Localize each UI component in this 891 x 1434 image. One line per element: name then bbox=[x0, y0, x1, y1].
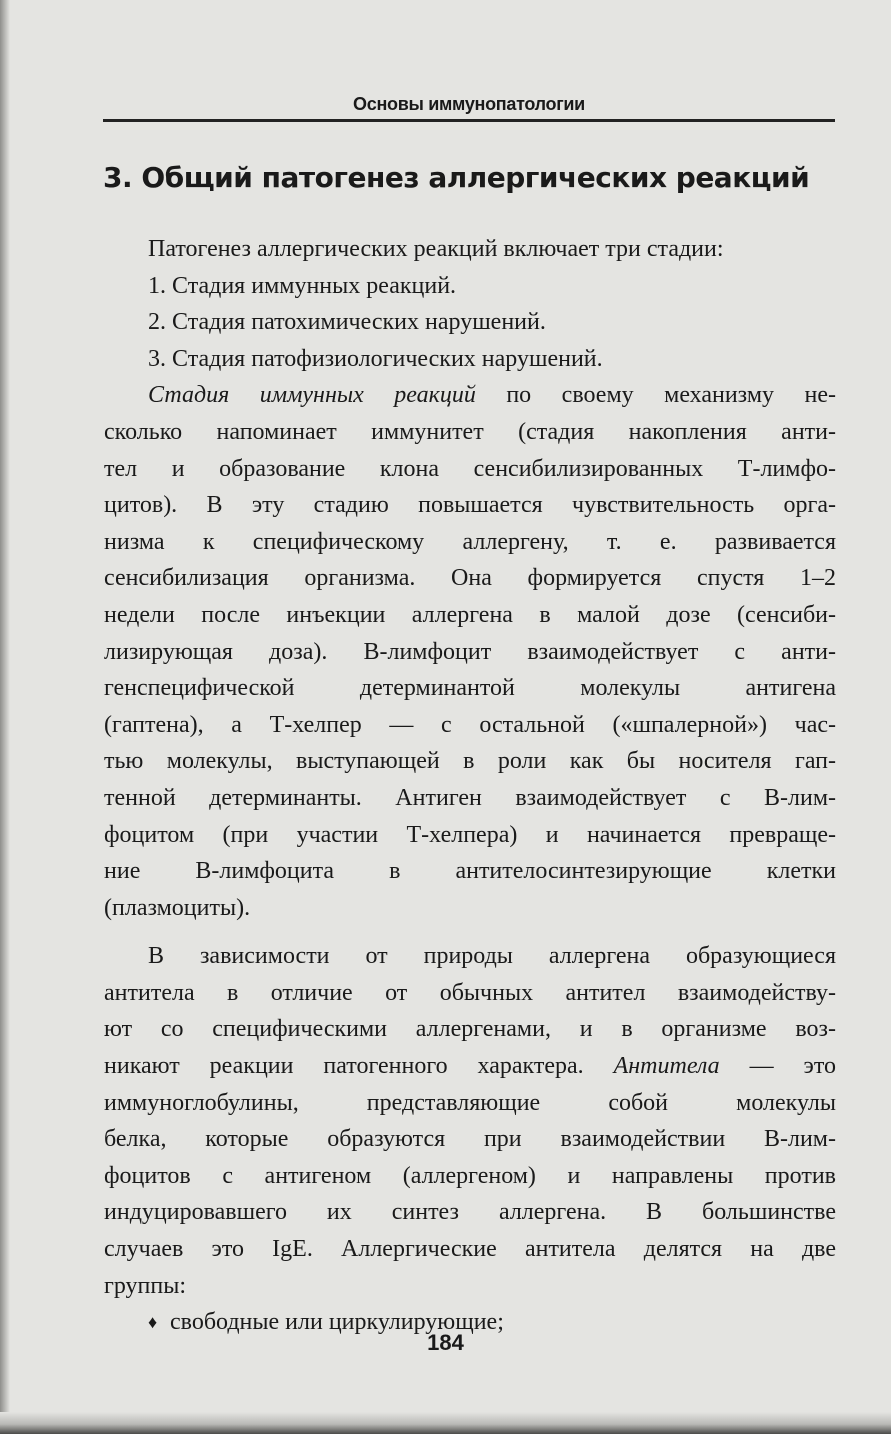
paragraph-line: сенсибилизация организма. Она формируется спустя 1–2 bbox=[104, 565, 836, 592]
paragraph-line: антитела в отличие от обычных антител взаимодейству- bbox=[104, 979, 836, 1006]
paragraph-line: лизирующая доза). В-лимфоцит взаимодействует с анти- bbox=[104, 638, 836, 665]
chapter-title: 3. Общий патогенез аллергических реакций bbox=[103, 161, 810, 194]
paragraph-line: фоцитов с антигеном (аллергеном) и направлены против bbox=[104, 1162, 836, 1189]
paragraph-line: тью молекулы, выступающей в роли как бы носителя гап- bbox=[104, 748, 836, 775]
paragraph-line: ют со специфическими аллергенами, и в организме воз- bbox=[104, 1016, 836, 1043]
page-edge-shadow-bottom bbox=[0, 1412, 891, 1434]
diamond-bullet-icon: ♦ bbox=[148, 1312, 158, 1333]
stage-item: 3. Стадия патофизиологических нарушений. bbox=[148, 345, 603, 372]
paragraph-line: сколько напоминает иммунитет (стадия накопления анти- bbox=[104, 418, 836, 445]
paragraph-line: ние В-лимфоцита в антителосинтезирующие клетки bbox=[104, 858, 836, 885]
page-number: 184 bbox=[427, 1330, 464, 1355]
paragraph-line: никают реакции патогенного характера. Антитела — это bbox=[104, 1053, 836, 1080]
paragraph-line: фоцитом (при участии Т-хелпера) и начинается превраще- bbox=[104, 821, 836, 848]
intro-line: Патогенез аллергических реакций включает три стадии: bbox=[148, 236, 724, 262]
paragraph-line: В зависимости от природы аллергена образующиеся bbox=[148, 943, 836, 970]
paragraph-line: Стадия иммунных реакций по своему механизму не- bbox=[148, 382, 836, 409]
paragraph-line: индуцировавшего их синтез аллергена. В большинстве bbox=[104, 1199, 836, 1226]
paragraph-line: группы: bbox=[104, 1272, 187, 1299]
paragraph-line: низма к специфическому аллергену, т. е. развивается bbox=[104, 528, 836, 555]
running-head: Основы иммунопатологии bbox=[353, 94, 585, 114]
paragraph-line: (гаптена), а Т-хелпер — с остальной («шпалерной») час- bbox=[104, 711, 836, 738]
italic-term: Стадия иммунных реакций bbox=[148, 382, 476, 409]
stage-item: 2. Стадия патохимических нарушений. bbox=[148, 309, 546, 336]
bullet-item: ♦ свободные или циркулирующие; bbox=[104, 1304, 836, 1341]
paragraph-line: (плазмоциты). bbox=[104, 894, 251, 921]
paragraph-line: иммуноглобулины, представляющие собой молекулы bbox=[104, 1089, 836, 1116]
paragraph-line: тенной детерминанты. Антиген взаимодействует с В-лим- bbox=[104, 784, 836, 811]
paragraph-line: случаев это IgE. Аллергические антитела делятся на две bbox=[104, 1236, 836, 1263]
header-rule bbox=[103, 119, 835, 122]
stage-item: 1. Стадия иммунных реакций. bbox=[148, 272, 457, 299]
paragraph-line: недели после инъекции аллергена в малой дозе (сенсиби- bbox=[104, 601, 836, 628]
paragraph-line: генспецифической детерминантой молекулы антигена bbox=[104, 675, 836, 702]
paragraph-line: цитов). В эту стадию повышается чувствительность орга- bbox=[104, 492, 836, 519]
italic-term: Антитела bbox=[613, 1053, 720, 1080]
paragraph-line: белка, которые образуются при взаимодействии В-лим- bbox=[104, 1126, 836, 1153]
paragraph-line: тел и образование клона сенсибилизированных Т-лимфо- bbox=[104, 455, 836, 482]
page-edge-shadow bbox=[0, 0, 10, 1434]
body-text bbox=[104, 231, 836, 1341]
